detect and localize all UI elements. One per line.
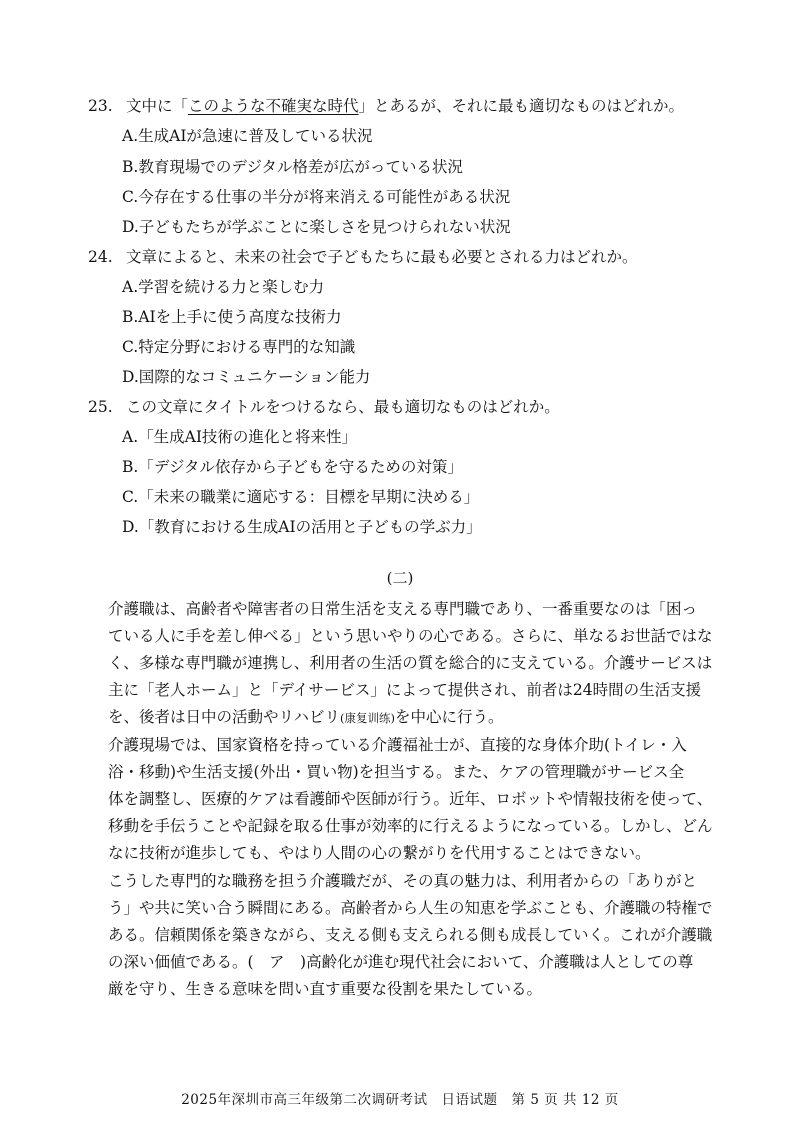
passage-line [108, 704, 728, 731]
passage-line: の深い価値である。( ア )高齢化が進む現代社会において、介護職は人としての尊 [108, 953, 694, 971]
passage-line: 移動を手伝うことや記録を取る仕事が効率的に行えるようになっている。しかし、どん [108, 817, 713, 835]
passage-line: 厳を守り、生きる意味を問い直す重要な役割を果たしている。 [108, 980, 543, 998]
passage-line: 介護職は、高齢者や障害者の日常生活を支える専門職であり、一番重要なのは「困っ [108, 600, 698, 618]
question-number: 25. [88, 398, 113, 416]
passage-line: ある。信頼関係を築きながら、支える側も支えられる側も成長していく。これが介護職 [108, 926, 713, 944]
section-marker: (二) [386, 569, 414, 587]
option-24c: C.特定分野における専門的な知識 [122, 338, 356, 356]
option-23a: A.生成AIが急速に普及している状況 [122, 127, 373, 145]
option-24b: B.AIを上手に使う高度な技術力 [122, 308, 342, 326]
option-24d: D.国際的なコミュニケーション能力 [122, 368, 371, 386]
question-23 [88, 96, 684, 116]
passage-line: 主に「老人ホーム」と「デイサービス」によって提供され、前者は24時間の生活支援 [108, 681, 702, 699]
underlined-phrase: このような不確実な時代 [188, 97, 359, 115]
passage-line: 浴・移動)や生活支援(外出・買い物)を担当する。また、ケアの管理職がサービス全 [108, 763, 685, 781]
question-number: 23. [88, 97, 113, 115]
option-24a: A.学習を続ける力と楽しむ力 [122, 278, 325, 296]
passage-line: 介護現場では、国家資格を持っている介護福祉士が、直接的な身体介助(トイレ・入 [108, 736, 687, 754]
passage-line: 体を調整し、医療的ケアは看護師や医師が行う。近年、ロボットや情報技術を使って、 [108, 790, 713, 808]
page-footer: 2025年深圳市高三年级第二次调研考试 日语试题 第 5 页 共 12 页 [181, 1092, 619, 1108]
passage-line: う」や共に笑い合う瞬間にある。高齢者から人生の知恵を学ぶことも、介護職の特権で [108, 899, 713, 917]
question-stem-before: 文中に「 [126, 97, 189, 115]
option-25d: D.「教育における生成AIの活用と子どもの学ぶ力」 [122, 518, 482, 536]
option-23c: C.今存在する仕事の半分が将来消える可能性がある状況 [122, 188, 511, 206]
passage-line: こうした専門的な職務を担う介護職だが、その真の魅力は、利用者からの「ありがと [108, 872, 698, 890]
passage-text: を中心に行う。 [395, 708, 504, 726]
option-25a: A.「生成AI技術の進化と将来性」 [122, 428, 357, 446]
option-23b: B.教育現場でのデジタル格差が広がっている状況 [122, 158, 463, 176]
option-25b: B.「デジタル依存から子どもを守るための対策」 [122, 458, 463, 476]
passage-paragraph-1 [108, 596, 728, 731]
passage-line: ている人に手を差し伸べる」という思いやりの心である。さらに、単なるお世話ではな [108, 627, 713, 645]
option-25c: C.「未来の職業に適応する：目標を早期に決める」 [122, 488, 480, 506]
passage-paragraph-2 [108, 732, 728, 867]
question-number: 24. [88, 248, 113, 266]
question-stem-after: 」とあるが、それに最も適切なものはどれか。 [358, 97, 685, 115]
passage-paragraph-3 [108, 868, 728, 1003]
question-24 [88, 247, 638, 267]
passage-line: く、多様な専門職が連携し、利用者の生活の質を総合的に支えている。介護サービスは [108, 654, 713, 672]
passage-line: なに技術が進歩しても、やはり人間の心の繋がりを代用することはできない。 [108, 844, 651, 862]
question-stem: この文章にタイトルをつけるなら、最も適切なものはどれか。 [126, 398, 560, 416]
chinese-gloss: (康复训练) [340, 711, 396, 725]
question-stem: 文章によると、未来の社会で子どもたちに最も必要とされる力はどれか。 [126, 248, 638, 266]
option-23d: D.子どもたちが学ぶことに楽しさを見つけられない状況 [122, 218, 511, 236]
question-25 [88, 397, 560, 417]
passage-text: を、後者は日中の活動やリハビリ [108, 708, 341, 726]
